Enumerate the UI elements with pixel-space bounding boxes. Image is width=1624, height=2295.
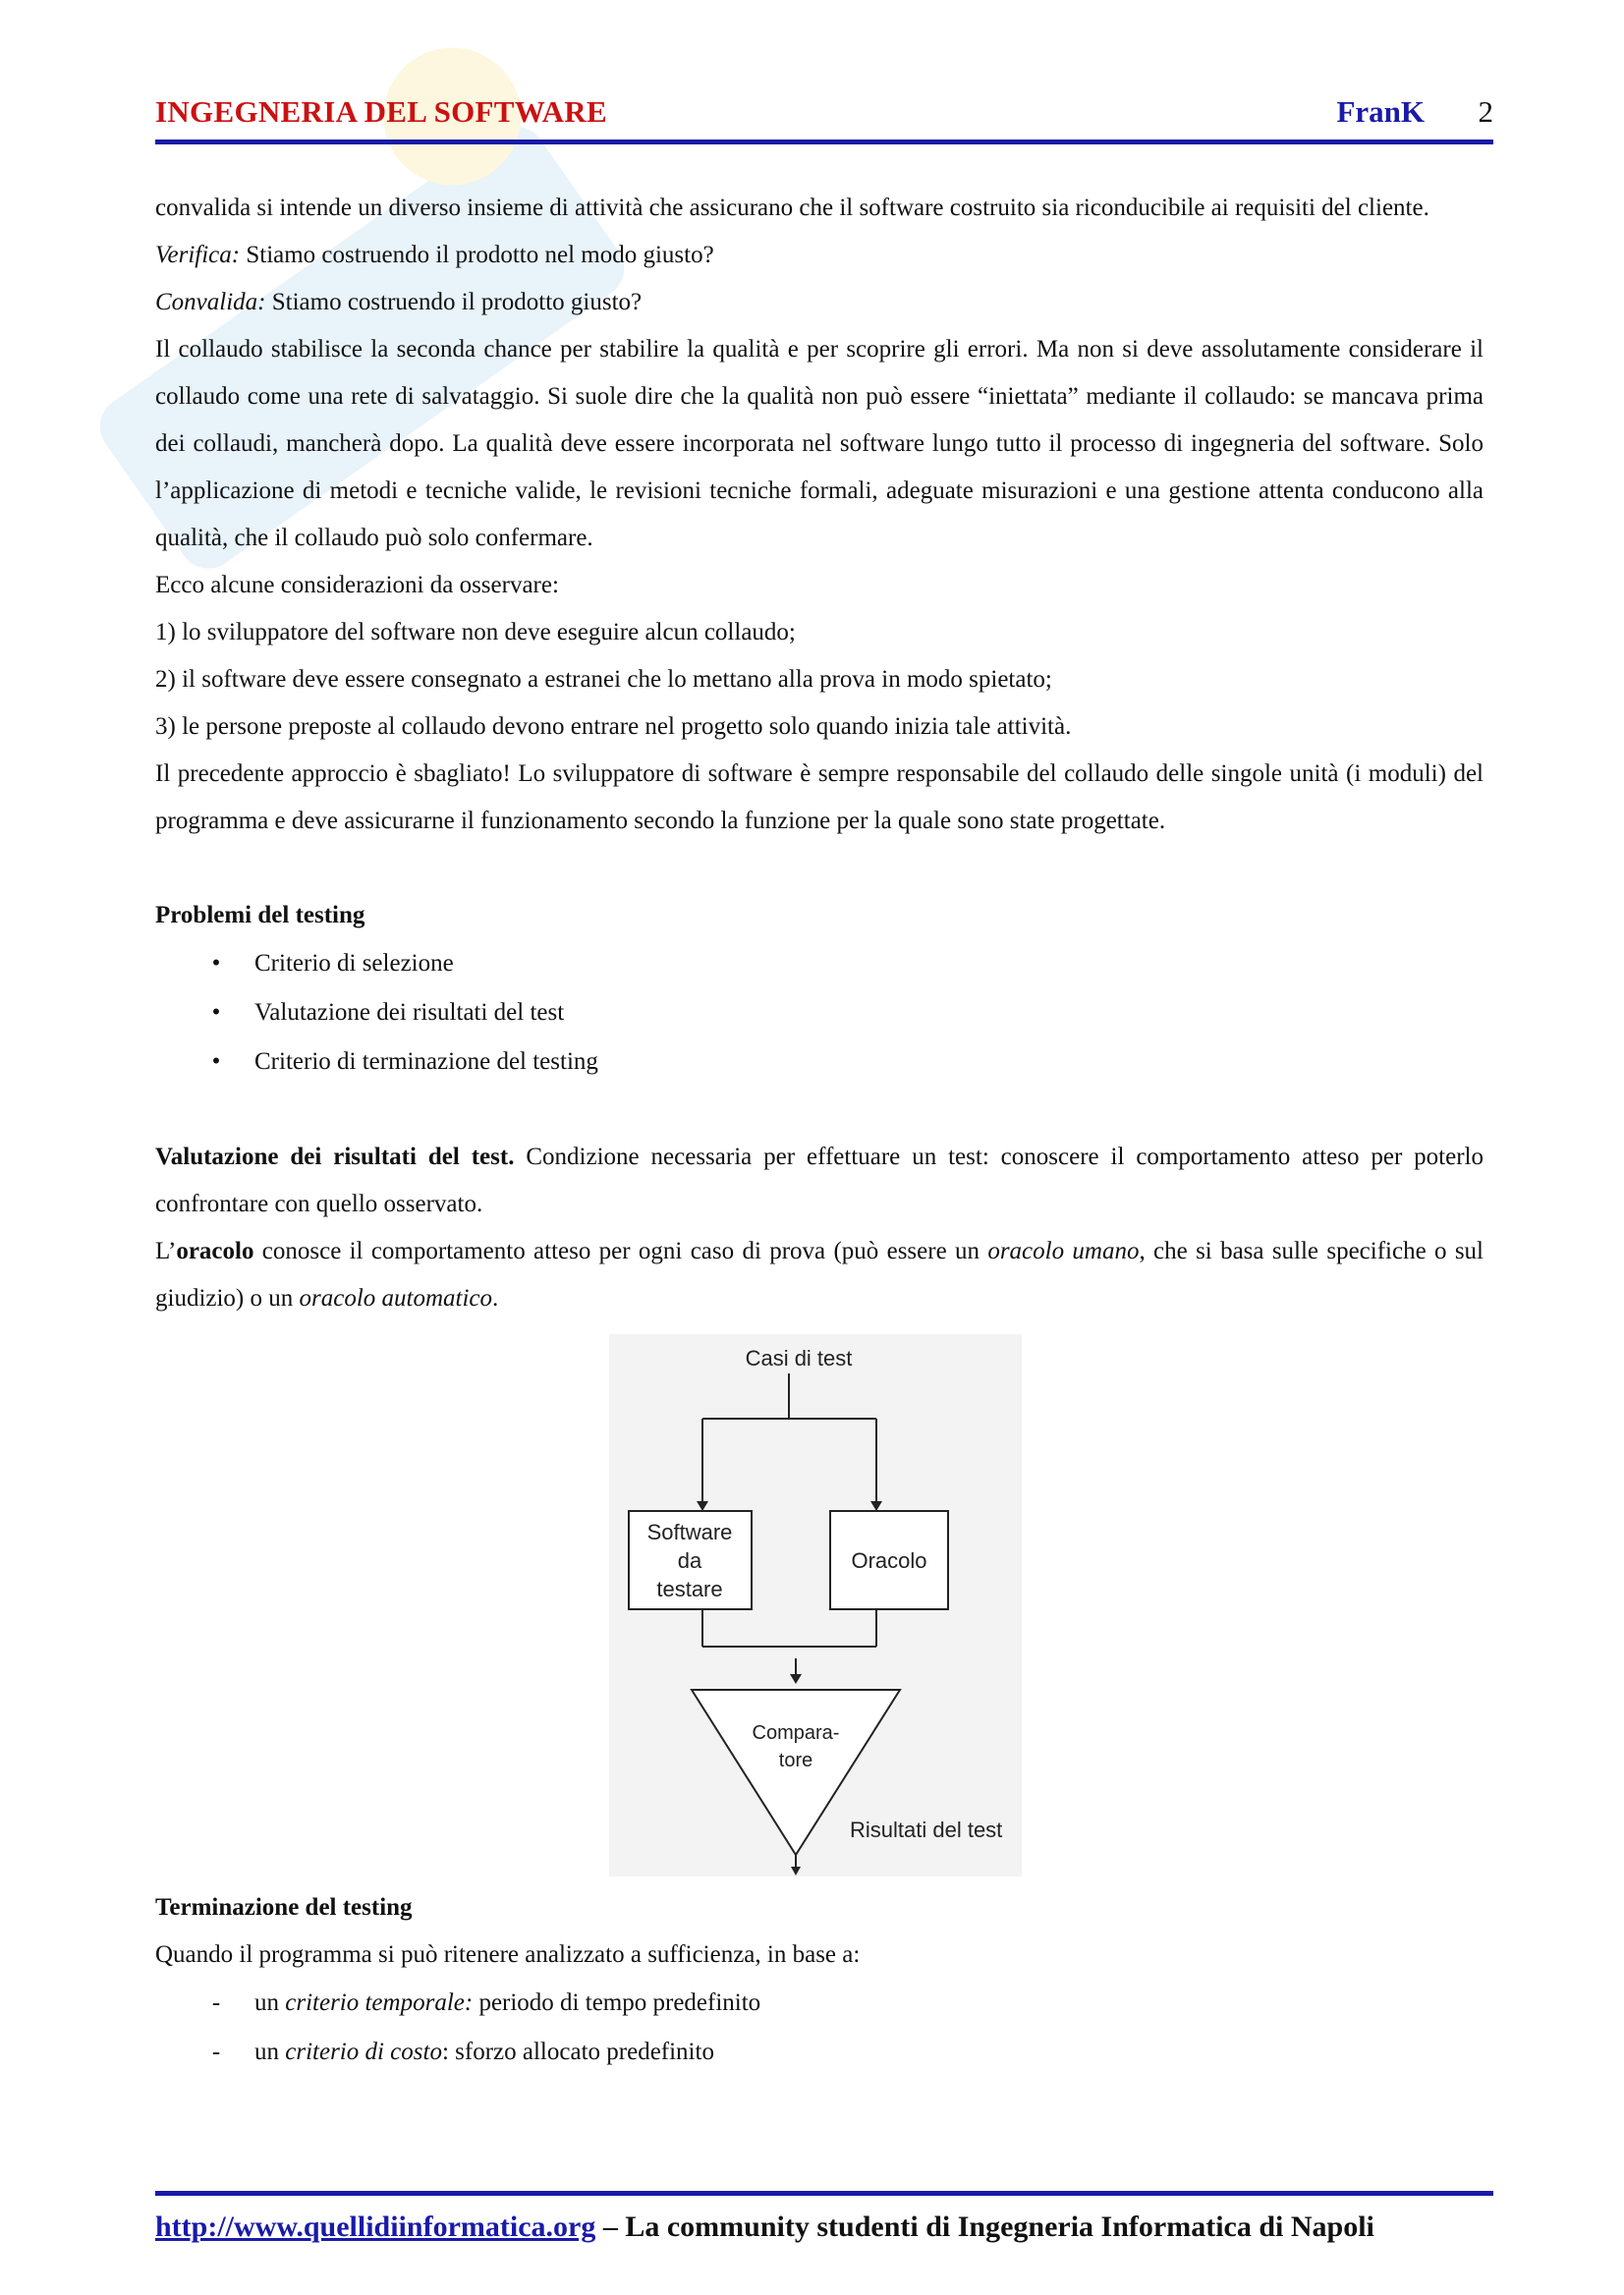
valutazione-paragraph: Valutazione dei risultati del test. Condizione necessaria per effettuare un test: conoscere il comportamento atteso per poterlo confrontare con quello osservato. <box>155 1144 1484 1217</box>
approccio-paragraph: Il precedente approccio è sbagliato! Lo sviluppatore di software è sempre responsabile del collaudo delle singole unità (i moduli) del programma e deve assicurarne il funzionamento secondo la funzione per la quale sono state progettate. <box>155 760 1484 834</box>
svg-text:Software: Software <box>646 1520 733 1544</box>
bullet-icon: • <box>211 1048 221 1075</box>
list-item: • Valutazione dei risultati del test <box>155 988 1484 1037</box>
terminazione-heading: Terminazione del testing <box>155 1894 413 1921</box>
header-title: INGEGNERIA DEL SOFTWARE <box>155 94 607 129</box>
list-item: • Criterio di selezione <box>155 939 1484 988</box>
dash-icon: - <box>211 1989 221 2016</box>
output-label: Risultati del test <box>850 1818 1003 1842</box>
bullet-icon: • <box>211 999 221 1026</box>
svg-text:Compara-: Compara- <box>752 1722 840 1744</box>
input-label: Casi di test <box>745 1346 853 1371</box>
list-item: • Criterio di terminazione del testing <box>155 1037 1484 1087</box>
footer-link[interactable]: http://www.quellidiinformatica.org <box>155 2211 596 2243</box>
intro-paragraph: convalida si intende un diverso insieme di attività che assicurano che il software costruito sia riconducibile ai requisiti del cliente. <box>155 195 1429 221</box>
convalida-label: Convalida: <box>155 289 266 315</box>
dash-icon: - <box>211 2039 221 2065</box>
considerazioni-intro: Ecco alcune considerazioni da osservare: <box>155 572 559 598</box>
header-author: FranK <box>1336 94 1425 129</box>
list-item: - un criterio temporale: periodo di tempo predefinito <box>155 1979 1484 2028</box>
oracolo-paragraph: L’oracolo conosce il comportamento atteso per ogni caso di prova (può essere un oracolo umano, che si basa sulle specifiche o sul giudizio) o un oracolo automatico. <box>155 1238 1484 1312</box>
criteri-list <box>155 1979 1484 2077</box>
page-footer: http://www.quellidiinformatica.org – La community studenti di Ingegneria Informatica di Napoli <box>155 2211 1374 2243</box>
considerazione-item: 2) il software deve essere consegnato a estranei che lo mettano alla prova in modo spietato; <box>155 666 1052 693</box>
problemi-list <box>155 939 1484 1087</box>
verifica-line <box>155 232 1484 279</box>
footer-rule <box>155 2191 1493 2196</box>
page-content <box>155 185 1484 2077</box>
oracolo-term: oracolo <box>176 1238 254 1264</box>
footer-tagline: La community studenti di Ingegneria Informatica di Napoli <box>625 2211 1374 2243</box>
valutazione-heading: Valutazione dei risultati del test. <box>155 1144 515 1170</box>
verifica-text: Stiamo costruendo il prodotto nel modo giusto? <box>240 242 714 268</box>
oracolo-umano: oracolo umano <box>987 1238 1140 1264</box>
svg-text:tore: tore <box>778 1750 813 1771</box>
bullet-icon: • <box>211 950 221 977</box>
svg-text:da: da <box>677 1548 702 1573</box>
convalida-text: Stiamo costruendo il prodotto giusto? <box>265 289 643 315</box>
page-header <box>155 94 1493 134</box>
list-item: - un criterio di costo: sforzo allocato predefinito <box>155 2028 1484 2077</box>
test-oracle-diagram <box>609 1334 1022 1876</box>
terminazione-text: Quando il programma si può ritenere analizzato a sufficienza, in base a: <box>155 1941 861 1968</box>
collaudo-paragraph: Il collaudo stabilisce la seconda chance per stabilire la qualità e per scoprire gli errori. Ma non si deve assolutamente considerare il collaudo come una rete di salvataggio. Si suole dire che la qualità non può essere “iniettata” mediante il collaudo: se mancava prima dei collaudi, mancherà dopo. La qualità deve essere incorporata nel software lungo tutto il processo di ingegneria del software. Solo l’applicazione di metodi e tecniche valide, le revisioni tecniche formali, adeguate misurazioni e una gestione attenta conducono alla qualità, che il collaudo può solo confermare. <box>155 336 1484 551</box>
considerazione-item: 3) le persone preposte al collaudo devono entrare nel progetto solo quando inizia tale attività. <box>155 713 1072 740</box>
header-rule <box>155 140 1493 144</box>
verifica-label: Verifica: <box>155 242 241 268</box>
convalida-line <box>155 279 1484 326</box>
page-number: 2 <box>1478 94 1493 129</box>
problemi-heading: Problemi del testing <box>155 902 365 928</box>
svg-text:Oracolo: Oracolo <box>851 1548 927 1573</box>
svg-text:testare: testare <box>656 1577 723 1601</box>
considerazione-item: 1) lo sviluppatore del software non deve eseguire alcun collaudo; <box>155 619 796 645</box>
oracolo-automatico: oracolo automatico <box>299 1285 493 1312</box>
